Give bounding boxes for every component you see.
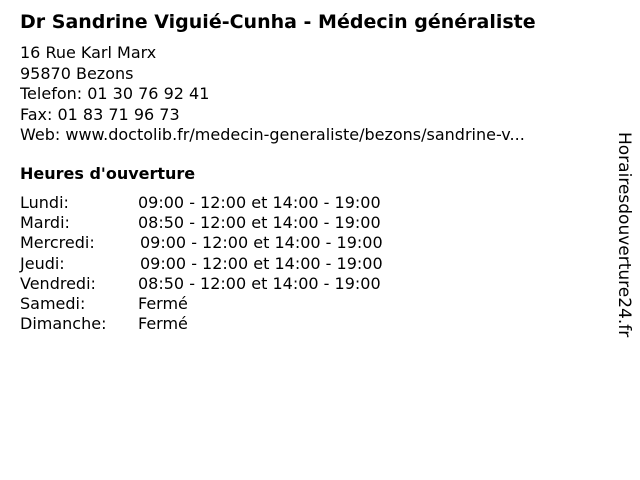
day-label: Jeudi: [20,253,65,273]
day-label: Lundi: [20,193,69,212]
brand-watermark: Horairesdouverture24.fr [614,132,634,338]
day-hours: 09:00 - 12:00 et 14:00 - 19:00 [140,253,383,273]
hours-row-friday [20,274,383,294]
day-label: Mardi: [20,213,70,233]
hours-row-tuesday [20,213,383,233]
hours-row-monday [20,193,383,213]
day-label: Dimanche: [20,314,107,334]
day-label: Vendredi: [20,273,96,293]
website-url: Web: www.doctolib.fr/medecin-generaliste/bezons/sandrine-v... [20,125,525,144]
opening-hours-heading: Heures d'ouverture [20,164,196,183]
day-hours: 08:50 - 12:00 et 14:00 - 19:00 [138,273,381,293]
phone-number: Telefon: 01 30 76 92 41 [20,84,210,103]
hours-row-thursday [20,254,383,274]
contact-info [20,43,595,146]
street-address: 16 Rue Karl Marx [20,43,157,62]
hours-row-sunday [20,314,383,334]
hours-row-saturday [20,294,383,314]
hours-row-wednesday [20,233,383,253]
page-title: Dr Sandrine Viguié-Cunha - Médecin généraliste [20,11,536,33]
day-hours: Fermé [138,314,188,334]
city-postal-code: 95870 Bezons [20,63,134,83]
day-label: Mercredi: [20,233,95,253]
day-hours: 09:00 - 12:00 et 14:00 - 19:00 [138,193,381,212]
opening-hours-table [20,193,383,334]
day-hours: 08:50 - 12:00 et 14:00 - 19:00 [138,213,381,233]
day-label: Samedi: [20,293,86,313]
day-hours: 09:00 - 12:00 et 14:00 - 19:00 [140,233,383,253]
fax-number: Fax: 01 83 71 96 73 [20,104,180,124]
day-hours: Fermé [138,293,188,313]
